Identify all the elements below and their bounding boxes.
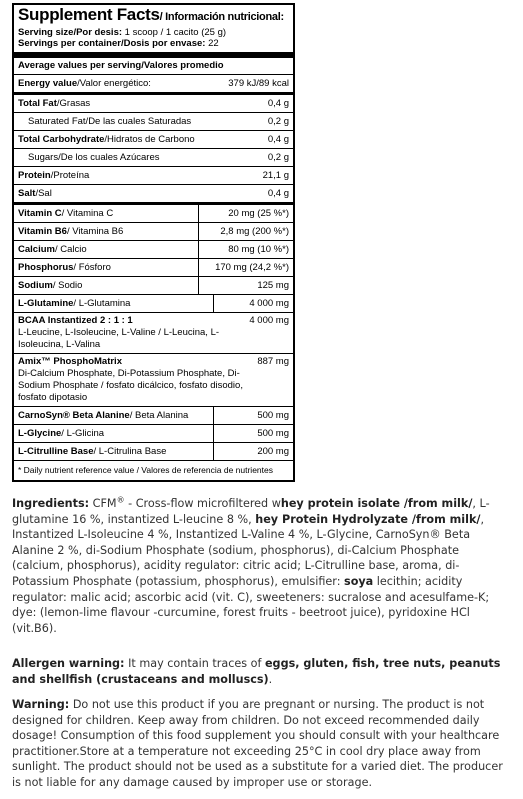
facts-row-label-rest: Saturated Fat/De las cuales Saturadas — [28, 115, 192, 127]
facts-row-value: 170 mg (24,2 %*) — [198, 259, 293, 276]
vitamin-rows — [14, 205, 293, 295]
bcaa-label-bold: BCAA Instantized 2 : 1 : 1 — [18, 315, 133, 326]
facts-row-label-bold: Total Fat — [18, 97, 57, 109]
facts-row-label — [14, 149, 264, 166]
facts-row-value: 200 mg — [213, 443, 293, 460]
allergen-text-1: It may contain traces of — [124, 657, 265, 670]
facts-row-label — [14, 95, 264, 112]
ingredients-heading: Ingredients: — [12, 497, 90, 510]
energy-label — [14, 75, 224, 92]
facts-row-label — [14, 167, 259, 184]
facts-row-value: 500 mg — [213, 407, 293, 424]
facts-row — [14, 241, 293, 259]
facts-row-label-bold: L-Citrulline Base — [18, 445, 94, 457]
facts-row — [14, 223, 293, 241]
glutamine-label — [14, 295, 213, 312]
registered-mark: ® — [116, 495, 125, 505]
facts-row — [14, 425, 293, 443]
phosphomatrix-label-bold: Amix™ PhosphoMatrix — [18, 356, 122, 367]
facts-title-sub: / Información nutricional: — [159, 11, 284, 23]
macro-rows — [14, 95, 293, 205]
facts-row-label-rest: / L-Glicina — [61, 427, 105, 439]
allergen-text-2: . — [268, 672, 273, 686]
facts-row-label-bold: Phosphorus — [18, 261, 74, 273]
phosphomatrix-detail: Di-Calcium Phosphate, Di-Potassium Phosphate, Di-Sodium Phosphate / fosfato dicálcico, fosfato disodio, fosfato dipotasio — [18, 368, 243, 403]
facts-row — [14, 407, 293, 425]
bcaa-detail: L-Leucine, L-Isoleucine, L-Valine / L-Leucina, L-Isoleucina, L-Valina — [18, 327, 220, 350]
facts-row-value: 21,1 g — [262, 169, 289, 181]
facts-row-label-bold: Protein — [18, 169, 51, 181]
facts-row-label — [14, 277, 198, 294]
facts-row-label-rest: / Calcio — [54, 243, 87, 255]
facts-row-value: 20 mg (25 %*) — [198, 205, 293, 222]
supplement-facts-table — [12, 3, 295, 482]
facts-row-label-rest: / Sodio — [52, 279, 83, 291]
facts-row — [14, 131, 293, 149]
bcaa-value: 4 000 mg — [249, 315, 289, 326]
glutamine-label-rest: / L-Glutamina — [73, 297, 131, 309]
facts-row-label — [14, 259, 198, 276]
warning-paragraph — [12, 697, 512, 791]
ingredients-text-4: , Instantized L-Isoleucine 4 %, Instantized L-Valine 4 %, L-Glycine, CarnoSyn® Beta Alanine 2 %, di-Sodium Phosphate (sodium, phosphorus), di-Calcium Phosphate (calcium, phosphorus), acidity regulator: citric acid; L-Citrulline base, aroma, di-Potassium Phosphate (potassium, phosphorus), emulsifier: — [12, 512, 485, 588]
facts-row-label-bold: Vitamin B6 — [18, 225, 67, 237]
energy-label-rest: /Valor energético: — [77, 77, 151, 89]
facts-row-label-rest: / Vitamina B6 — [66, 225, 124, 237]
facts-title-text: Supplement Facts — [18, 5, 160, 24]
facts-row-label-rest: / Vitamina C — [61, 207, 114, 219]
ingredients-allergen-2: hey Protein Hydrolyzate /from milk/ — [255, 512, 481, 526]
average-values-row — [14, 58, 293, 75]
facts-row-label — [14, 241, 198, 258]
facts-title — [18, 5, 289, 27]
facts-row-label-bold: Vitamin C — [18, 207, 62, 219]
facts-row-label-rest: Sugars/De los cuales Azúcares — [28, 151, 160, 163]
serving-size — [18, 27, 289, 38]
facts-footnote: * Daily nutrient reference value / Valores de referencia de nutrientes — [18, 465, 273, 475]
facts-row-value: 500 mg — [213, 425, 293, 442]
phosphomatrix-label — [14, 354, 253, 406]
glutamine-row — [14, 295, 293, 313]
ingredients-text-3: , L-glutamine 16 %, instantized L-leucine 8 %, — [12, 497, 490, 526]
facts-row-label — [14, 407, 213, 424]
facts-row-label-rest: /Sal — [35, 187, 52, 199]
facts-row-value: 0,2 g — [267, 151, 289, 163]
phosphomatrix-value: 887 mg — [257, 356, 289, 367]
facts-row — [14, 149, 293, 167]
facts-row-value: 80 mg (10 %*) — [198, 241, 293, 258]
facts-row-label-bold: Sodium — [18, 279, 53, 291]
facts-row-label — [14, 205, 198, 222]
facts-row-label — [14, 113, 264, 130]
facts-row — [14, 443, 293, 461]
average-values-label: Average values per serving/Valores promedio — [18, 60, 224, 71]
amino-rows — [14, 407, 293, 461]
facts-row-label — [14, 443, 213, 460]
facts-row-label-rest: / Fósforo — [73, 261, 111, 273]
allergen-warning-paragraph — [12, 656, 512, 687]
facts-row-value: 0,4 g — [267, 97, 289, 109]
facts-row-label-rest: /Grasas — [56, 97, 91, 109]
bcaa-row — [14, 313, 293, 354]
ingredients-text-2: - Cross-flow microfiltered w — [124, 497, 281, 510]
warning-text: Do not use this product if you are pregnant or nursing. The product is not designed for children. Keep away from children. Do not exceed recommended daily dosage! Consumption of this food supplement you should consult with your healthcare practitioner.Store at a temperature not exceeding 25°C in cool dry place away from sunlight. The product should not be used as a substitute for a varied diet. The producer is not liable for any damage caused by improper use or storage. — [12, 698, 503, 789]
servings-value: 22 — [205, 38, 219, 49]
facts-row-value: 0,4 g — [267, 133, 289, 145]
facts-row-label-rest: / Beta Alanina — [129, 409, 189, 421]
bcaa-label — [14, 313, 245, 353]
facts-row-label-bold: Salt — [18, 187, 36, 199]
facts-row — [14, 205, 293, 223]
facts-row — [14, 277, 293, 295]
facts-row-value: 0,4 g — [267, 187, 289, 199]
glutamine-value: 4 000 mg — [213, 295, 293, 312]
energy-row — [14, 75, 293, 95]
servings-label: Servings per container/Dosis por envase: — [18, 38, 206, 49]
facts-row-label — [14, 223, 198, 240]
facts-row-value: 125 mg — [198, 277, 293, 294]
facts-row — [14, 259, 293, 277]
phosphomatrix-row — [14, 354, 293, 407]
facts-row-label-bold: CarnoSyn® Beta Alanine — [18, 409, 130, 421]
facts-row-label — [14, 425, 213, 442]
facts-row-label-rest: / L-Citrulina Base — [93, 445, 167, 457]
facts-row — [14, 113, 293, 131]
facts-row-label-rest: /Proteína — [50, 169, 90, 181]
ingredients-text-1: CFM — [89, 497, 117, 510]
ingredients-allergen-1: hey protein isolate /from milk/ — [280, 497, 473, 510]
facts-row — [14, 185, 293, 205]
facts-row — [14, 95, 293, 113]
energy-value: 379 kJ/89 kcal — [228, 77, 289, 89]
facts-row — [14, 167, 293, 185]
serving-size-value: 1 scoop / 1 cacito (25 g) — [122, 27, 227, 38]
energy-label-bold: Energy value — [18, 77, 78, 89]
facts-row-label-bold: Calcium — [18, 243, 55, 255]
glutamine-label-bold: L-Glutamine — [18, 297, 74, 309]
facts-row-label-bold: Total Carbohydrate — [18, 133, 105, 145]
facts-row-label — [14, 131, 264, 148]
ingredients-allergen-3: soya — [344, 574, 374, 588]
facts-row-label — [14, 185, 264, 202]
allergen-list: eggs, gluten, fish, tree nuts, peanuts and shellfish (crustaceans and molluscs) — [12, 657, 501, 686]
facts-row-label-bold: L-Glycine — [18, 427, 62, 439]
facts-row-value: 2,8 mg (200 %*) — [198, 223, 293, 240]
allergen-heading: Allergen warning: — [12, 657, 125, 670]
serving-size-label: Serving size/Por desis: — [18, 27, 123, 38]
ingredients-text-5: lecithin; acidity regulator: malic acid; ascorbic acid (vit. C), sweeteners: sucralose and acesulfame-K; dye: (lemon-lime flavour -curcumine, forest fruits - beetroot juice), pyridoxine HCl (vit.B6). — [12, 574, 490, 635]
ingredients-paragraph — [12, 496, 512, 636]
facts-row-value: 0,2 g — [267, 115, 289, 127]
servings-per-container — [18, 38, 289, 49]
warning-heading: Warning: — [12, 698, 70, 711]
facts-row-label-rest: /Hidratos de Carbono — [104, 133, 195, 145]
facts-header — [14, 5, 293, 58]
